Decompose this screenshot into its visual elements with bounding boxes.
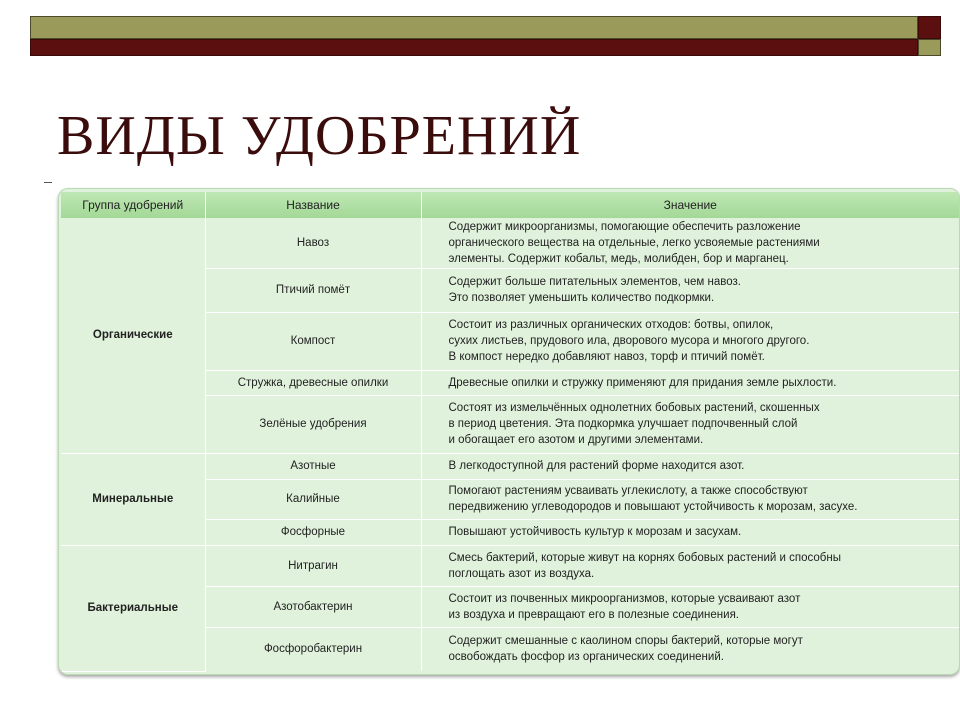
table-row [61,545,959,586]
fertilizer-table [61,192,959,672]
desc-cell: Состоит из почвенных микроорганизмов, которые усваивают азот из воздуха и превращают его в полезные соединения. [421,586,959,627]
name-cell: Азотобактерин [205,586,421,627]
table-header-row [61,192,959,218]
header-bar-olive [30,16,918,39]
name-cell: Птичий помёт [205,268,421,312]
group-cell: Бактериальные [61,545,205,671]
header-meaning: Значение [421,192,959,218]
desc-cell: В легкодоступной для растений форме находится азот. [421,453,959,479]
name-cell: Калийные [205,479,421,519]
name-cell: Компост [205,312,421,370]
desc-cell: Содержит больше питательных элементов, чем навоз. Это позволяет уменьшить количество подкормки. [421,268,959,312]
header-bar-maroon [30,39,918,56]
name-cell: Фосфоробактерин [205,627,421,671]
desc-cell: Повышают устойчивость культур к морозам и засухам. [421,519,959,545]
header-name: Название [205,192,421,218]
desc-cell: Смесь бактерий, которые живут на корнях бобовых растений и способны поглощать азот из воздуха. [421,545,959,586]
group-cell: Минеральные [61,453,205,545]
slide-title: ВИДЫ УДОБРЕНИЙ [57,105,582,167]
table-row [61,453,959,479]
header-group: Группа удобрений [61,192,205,218]
decorative-dash [44,182,52,183]
group-cell: Органические [61,218,205,453]
name-cell: Стружка, древесные опилки [205,370,421,395]
name-cell: Навоз [205,218,421,268]
header-square-olive [918,39,941,56]
name-cell: Нитрагин [205,545,421,586]
table-row [61,218,959,268]
name-cell: Азотные [205,453,421,479]
desc-cell: Древесные опилки и стружку применяют для придания земле рыхлости. [421,370,959,395]
desc-cell: Состоят из измельчённых однолетних бобовых растений, скошенных в период цветения. Эта подкормка улучшает подпочвенный слой и обогащает его азотом и другими элементами. [421,395,959,453]
desc-cell: Состоит из различных органических отходов: ботвы, опилок, сухих листьев, прудового ила, дворового мусора и многого другого. В компост нередко добавляют навоз, торф и птичий помёт. [421,312,959,370]
desc-cell: Помогают растениям усваивать углекислоту, а также способствуют передвижению углеводородов и повышают устойчивость к морозам, засухе. [421,479,959,519]
desc-cell: Содержит смешанные с каолином споры бактерий, которые могут освобождать фосфор из органических соединений. [448,635,803,664]
name-cell: Фосфорные [205,519,421,545]
table-panel [58,188,960,675]
header-square-maroon [918,16,941,39]
name-cell: Зелёные удобрения [205,395,421,453]
desc-cell: Содержит микроорганизмы, помогающие обеспечить разложение органического вещества на отдельные, легко усвояемые растениями элементы. Содержит кобальт, медь, молибден, бор и марганец. [421,218,959,268]
